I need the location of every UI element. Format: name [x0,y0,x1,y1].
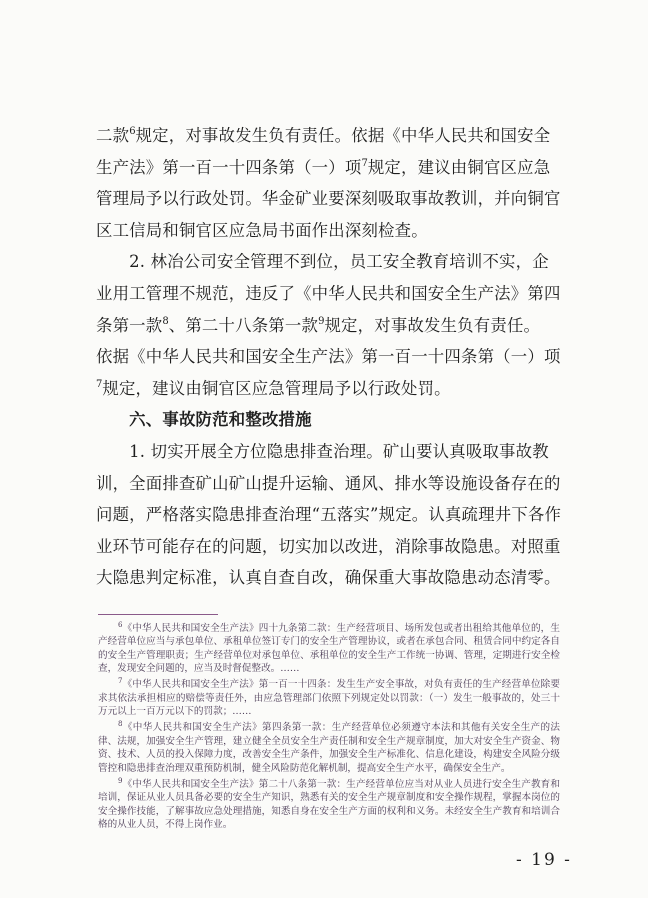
text-segment: 业环节可能存在的问题，切实加以改进，消除事故隐患。对照重 [96,536,561,556]
text-segment: 依据《中华人民共和国安全生产法》第一百一十四条第（一）项 [96,347,561,367]
footnote-number: 9 [118,776,123,785]
body-line [96,246,566,278]
body-line [96,373,566,405]
footnote-ref: 8 [162,315,169,327]
text-segment: 规定，建议由铜官区应急管理局予以行政处罚。 [102,378,451,398]
footnote [98,619,560,675]
footnote-divider [98,614,218,615]
text-segment: 区工信局和铜官区应急局书面作出深刻检查。 [96,220,428,240]
footnote-text: 《中华人民共和国安全生产法》第四条第一款：生产经营单位必须遵守本法和其他有关安全生产的法律、法规，加强安全生产管理，建立健全全员安全生产责任制和安全生产规章制度，加大对安全生产资金、物资、技术、人员的投入保障力度，改善安全生产条件，加强安全生产标准化、信息化建设，构建安全风险分级管控和隐患排查治理双重预防机制，健全风险防范化解机制，提高安全生产水平，确保安全生产。 [98,722,560,774]
text-segment: 问题，严格落实隐患排查治理“五落实”规定。认真疏理井下各作 [96,505,562,525]
text-segment: 规定，对事故发生负有责任。 [324,315,541,335]
text-segment: 训，全面排查矿山矿山提升运输、通风、排水等设施设备存在的 [96,473,561,493]
text-segment: 条第一款 [96,315,163,335]
footnote-number: 8 [118,720,123,729]
text-segment: 六、事故防范和整改措施 [96,410,312,430]
body-line [96,278,566,310]
text-segment: 业用工管理不规范，违反了《中华人民共和国安全生产法》第四 [96,283,561,303]
body-line [96,215,566,247]
text-segment: 大隐患判定标准，认真自查自改，确保重大事故隐患动态清零。 [96,568,561,588]
page-number: - 19 - [516,850,572,870]
footnote-ref: 9 [318,315,325,327]
body-line [96,499,566,531]
text-segment: 规定，建议由铜官区应急 [367,157,551,177]
body-line [96,152,566,184]
body-line [96,436,566,468]
body-line [96,183,566,215]
text-segment: 、第二十八条第一款 [168,315,319,335]
body-line [96,120,566,152]
body-line [96,562,566,594]
footnote-ref: 6 [129,126,136,137]
text-segment: 2. 林冶公司安全管理不到位，员工安全教育培训不实，企 [96,252,549,272]
footnotes [98,619,560,831]
footnote [98,775,560,831]
footnote-number: 7 [118,677,123,686]
text-segment: 二款 [96,126,130,145]
footnote [98,675,560,718]
body-line [96,341,566,373]
footnote-text: 《中华人民共和国安全生产法》四十九条第二款：生产经营项目、场所发包或者出租给其他单位的，生产经营单位应当与承包单位、承租单位签订专门的安全生产管理协议，或者在承包合同、租赁合同中约定各自的安全生产管理职责；生产经营单位对承包单位、承租单位的安全生产工作统一协调、管理，定期进行安全检查，发现安全问题的，应当及时督促整改。…… [98,623,560,675]
footnote-ref: 7 [96,378,103,390]
text-segment: 生产法》第一百一十四条第（一）项 [96,157,362,177]
footnote [98,718,560,774]
body-text [96,120,566,594]
footnote-text: 《中华人民共和国安全生产法》第一百一十四条：发生生产安全事故，对负有责任的生产经营单位除要求其依法承担相应的赔偿等责任外，由应急管理部门依照下列规定处以罚款：（一）发生一般事故的，处三十万元以上一百万元以下的罚款；…… [98,679,560,718]
footnote-number: 6 [118,621,123,629]
section-heading [96,404,566,436]
body-line [96,468,566,500]
footnote-ref: 7 [361,157,368,169]
footnote-text: 《中华人民共和国安全生产法》第二十八条第一款：生产经营单位应当对从业人员进行安全生产教育和培训，保证从业人员具备必要的安全生产知识，熟悉有关的安全生产规章制度和安全操作规程，掌握本岗位的安全操作技能，了解事故应急处理措施，知悉自身在安全生产方面的权利和义务。未经安全生产教育和培训合格的从业人员，不得上岗作业。 [98,779,560,830]
body-line [96,531,566,563]
text-segment: 管理局予以行政处罚。华金矿业要深刻吸取事故教训，并向铜官 [96,189,561,209]
text-segment: 1. 切实开展全方位隐患排查治理。矿山要认真吸取事故教 [96,441,549,461]
body-line [96,310,566,342]
text-segment: 规定，对事故发生负有责任。依据《中华人民共和国安全 [135,126,551,145]
